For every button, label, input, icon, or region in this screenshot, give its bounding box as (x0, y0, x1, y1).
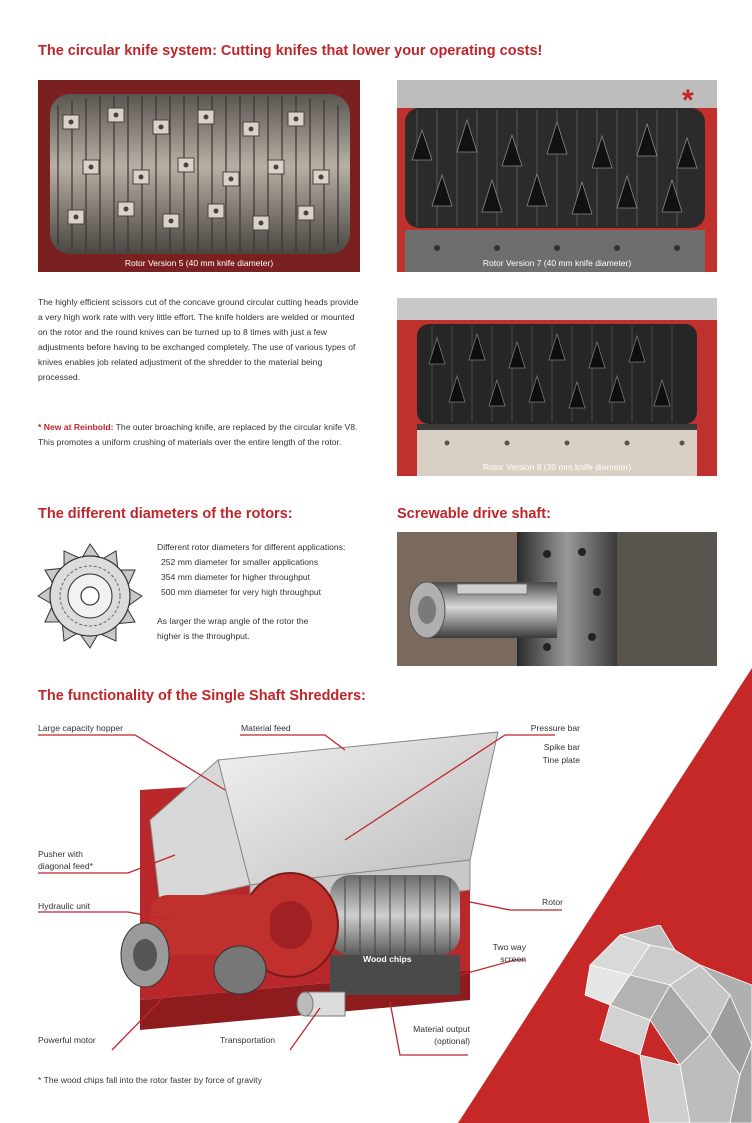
label-pusher-line2: diagonal feed* (38, 861, 93, 871)
drive-shaft-illustration (397, 532, 717, 666)
list-item: 252 mm diameter for smaller applications (161, 557, 319, 567)
rotor-version-7-photo (397, 80, 717, 272)
label-rotor: Rotor (541, 897, 563, 907)
label-two-way-screen (493, 941, 526, 965)
label-pressure-bar: Pressure bar (530, 723, 580, 733)
rotor-diameter-list (157, 555, 367, 600)
photo-caption: Rotor Version 7 (40 mm knife diameter) (482, 258, 632, 268)
label-spike-bar: Spike bar (543, 742, 580, 752)
drive-shaft-photo (397, 532, 717, 666)
rotor-diameter-description (157, 540, 367, 644)
rotor-diameter-icon (36, 542, 144, 650)
label-output-line2: (optional) (434, 1036, 470, 1046)
knife-system-paragraph: The highly efficient scissors cut of the concave ground circular cutting heads provide a very high work rate with very little effort. The knife holders are welded or mounted on the rotor and the round knives can be turned up to 8 times with just a few adjustments before having to be exchanged completely. The use of various types of knives enables job related adjustment of the shredder to the material being processed. (38, 297, 359, 382)
rotor-v7-illustration (397, 80, 717, 272)
rotor-v8-illustration (397, 298, 717, 476)
label-wood-chips: Wood chips (363, 954, 412, 964)
new-at-reinbold-label: * New at Reinbold: (38, 422, 114, 432)
label-screen-line1: Two way (492, 942, 526, 952)
label-tine-plate: Tine plate (542, 755, 580, 765)
new-at-reinbold-paragraph (38, 420, 360, 450)
bear-logo-graphic (580, 925, 752, 1123)
label-material-output (413, 1023, 470, 1047)
label-screen-line2: screen (500, 954, 526, 964)
label-pusher (38, 848, 93, 872)
rotor-version-5-photo (38, 80, 360, 272)
new-at-reinbold-text: The outer broaching knife, are replaced by the circular knife V8. This promotes a uniform crushing of materials over the entire length of the rotor. (38, 422, 358, 447)
rotor-diameter-note: As larger the wrap angle of the rotor the higher is the throughput. (157, 616, 309, 641)
photo-caption: Rotor Version 5 (40 mm knife diameter) (124, 258, 274, 268)
section-title-drive-shaft: Screwable drive shaft: (397, 506, 551, 522)
label-large-capacity-hopper: Large capacity hopper (38, 723, 124, 733)
rotor-v5-illustration (38, 80, 360, 272)
photo-caption: Rotor Version 8 (30 mm knife diameter) (482, 462, 632, 472)
label-output-line1: Material output (413, 1024, 470, 1034)
star-mark: * (682, 84, 694, 117)
rotor-diameter-intro: Different rotor diameters for different applications: (157, 542, 346, 552)
label-material-feed: Material feed (241, 723, 291, 733)
label-powerful-motor: Powerful motor (38, 1035, 96, 1045)
rotor-version-8-photo (397, 298, 717, 476)
list-item: 354 mm diameter for higher throughput (161, 572, 311, 582)
section-title-rotor-diameters: The different diameters of the rotors: (38, 506, 293, 522)
label-pusher-line1: Pusher with (38, 849, 83, 859)
section-title-knife-system: The circular knife system: Cutting knifes that lower your operating costs! (38, 43, 543, 59)
footnote-gravity: * The wood chips fall into the rotor faster by force of gravity (38, 1075, 262, 1085)
label-hydraulic-unit: Hydraulic unit (38, 901, 91, 911)
list-item: 500 mm diameter for very high throughput (161, 587, 322, 597)
label-transportation: Transportation (220, 1035, 276, 1045)
section-title-functionality: The functionality of the Single Shaft Shredders: (38, 688, 366, 704)
